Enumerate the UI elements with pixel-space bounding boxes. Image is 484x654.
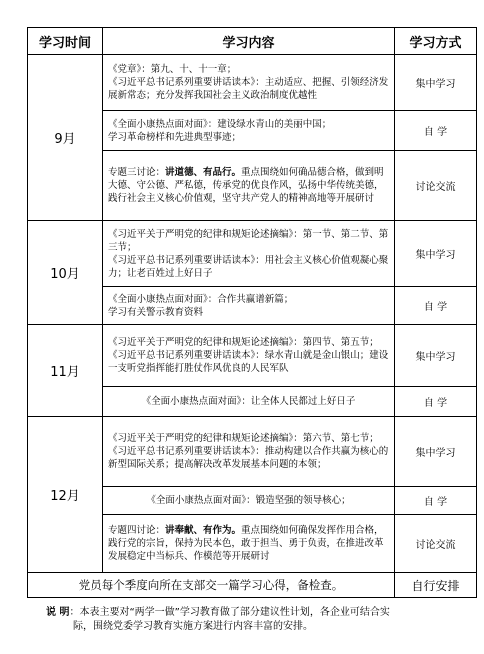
header-method: 学习方式 — [395, 28, 477, 55]
content-cell — [103, 487, 395, 515]
method-cell: 讨论交流 — [395, 515, 477, 573]
content-line: 《习近平关于严明党的纪律和规矩论述摘编》：第一节、第二节、第三节； — [108, 228, 389, 253]
content-cell — [103, 287, 395, 325]
topic-prefix: 专题三讨论： — [108, 167, 166, 178]
method-cell: 自 学 — [395, 487, 477, 515]
content-cell — [103, 151, 395, 221]
footer-row — [28, 573, 477, 598]
note-line-2: 际，围绕党委学习教育实施方案进行内容丰富的安排。 — [73, 621, 313, 632]
content-line: 《全面小康热点面对面》：合作共赢谱新篇； — [108, 293, 294, 305]
content-line: 《习近平总书记系列重要讲话读本》：绿水青山就是金山银山；建设一支听党指挥能打胜仗作风优良的人民军队 — [108, 350, 389, 374]
method-cell: 自 学 — [395, 111, 477, 151]
footer-text: 党员每个季度向所在支部交一篇学习心得，备检查。 — [28, 573, 395, 598]
table-row — [28, 55, 477, 111]
method-cell: 集中学习 — [395, 417, 477, 487]
month-cell: 11月 — [28, 325, 103, 417]
note — [46, 606, 466, 634]
method-cell: 集中学习 — [395, 221, 477, 287]
content-line: 《习近平关于严明党的纪律和规矩论述摘编》：第四节、第五节； — [108, 337, 379, 348]
method-cell: 讨论交流 — [395, 151, 477, 221]
method-cell: 集中学习 — [395, 55, 477, 111]
header-content: 学习内容 — [103, 28, 395, 55]
topic-emphasis: 讲道德、有品行。 — [165, 167, 242, 178]
month-cell: 12月 — [28, 417, 103, 573]
content-line: 重点围绕如何确保发挥作用合格，践行党的宗旨，保持为民本色，敢于担当、勇于负责，在推进改革发展稳定中当标兵、作模范等开展研讨 — [108, 525, 384, 562]
content-cell — [103, 387, 395, 417]
month-cell: 10月 — [28, 221, 103, 325]
content-cell — [103, 325, 395, 387]
topic-emphasis: 讲奉献、有作为。 — [165, 525, 242, 536]
study-schedule-table — [27, 27, 477, 598]
method-cell: 自 学 — [395, 387, 477, 417]
content-line: 《习近平关于严明党的纪律和规矩论述摘编》：第六节、第七节； — [108, 433, 379, 444]
content-line: 《党章》：第九、十、十一章； — [108, 64, 237, 75]
table-row — [28, 417, 477, 487]
content-line: 《习近平总书记系列重要讲话读本》：用社会主义核心价值观凝心聚力；让老百姓过上好日子 — [108, 254, 389, 279]
content-cell — [103, 417, 395, 487]
table-row — [28, 221, 477, 287]
footer-method: 自行安排 — [395, 573, 477, 598]
content-line: 学习革命榜样和先进典型事迹； — [108, 131, 242, 143]
header-time: 学习时间 — [28, 28, 103, 55]
content-line: 《全面小康热点面对面》：锻造坚强的领导核心； — [146, 495, 351, 506]
table-row — [28, 325, 477, 387]
content-cell — [103, 515, 395, 573]
topic-prefix: 专题四讨论： — [108, 525, 166, 536]
month-cell: 9月 — [28, 55, 103, 221]
content-cell — [103, 111, 395, 151]
content-cell — [103, 55, 395, 111]
content-line: 学习有关警示教育资料 — [108, 306, 204, 318]
note-label: 说 明 — [46, 607, 70, 618]
method-cell: 自 学 — [395, 287, 477, 325]
content-line: 《习近平总书记系列重要讲话读本》：推动构建以合作共赢为核心的新型国际关系；提高解决改革发展基本问题的本领； — [108, 446, 389, 470]
content-cell — [103, 221, 395, 287]
content-line: 《全面小康热点面对面》：让全体人民都过上好日子 — [141, 396, 356, 407]
method-cell: 集中学习 — [395, 325, 477, 387]
header-row — [28, 28, 477, 55]
content-line: 《全面小康热点面对面》：建设绿水青山的美丽中国； — [108, 118, 332, 130]
content-line: 《习近平总书记系列重要讲话读本》：主动适应、把握、引领经济发展新常态；充分发挥我国社会主义政治制度优越性 — [108, 77, 389, 101]
content-line: 重点围绕如何确品德合格，做到明大德、守公德、严私德，传承党的优良作风，弘扬中华传统美德，践行社会主义核心价值观，坚守共产党人的精神高地等开展研讨 — [108, 167, 384, 204]
note-line-1: ：本表主要对“两学一做”学习教育做了部分建议性计划，各企业可结合实 — [69, 607, 390, 618]
